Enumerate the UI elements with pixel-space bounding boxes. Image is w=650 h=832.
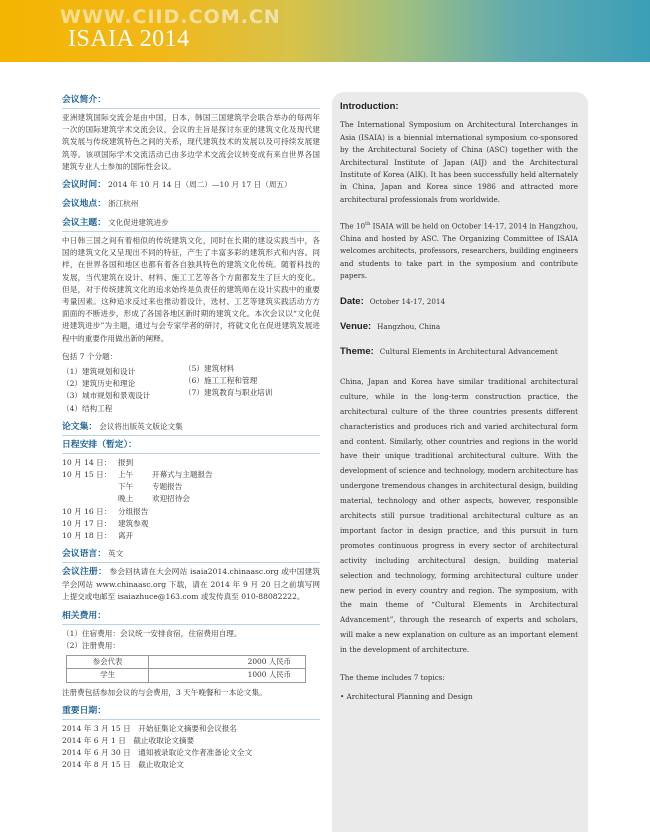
language-row [62, 548, 320, 563]
date-item: 2014 年 8 月 15 日 截止收取论文 [62, 760, 184, 770]
intro-p2-start: The 10 [340, 221, 366, 231]
date-label: Date: [340, 295, 364, 307]
topic-item: （4）结构工程 [62, 403, 113, 413]
dates-heading: 重要日期： [62, 705, 320, 720]
venue-row [340, 321, 578, 333]
place-row [62, 198, 320, 211]
fee-item: （1）住宿费用：会议统一安排食宿，住宿费用自理。 [62, 628, 242, 638]
date-row [340, 296, 578, 308]
theme-body: 中日韩三国之间有着相似的传统建筑文化，同时在长期的建设实践当中，各国的建筑文化又呈现出不同的特征，产生了丰富多彩的建筑形式和内容。同样，在世界各国和地区也都有着各自独具特色的建筑文化传统。随着科技的发展，当代建筑在设计、材料、施工工艺等各个方面都发生了巨大的变化。但是，对于传统建筑文化的追求始终是负责任的建筑师在设计实践中的重要考量因素。这种追求反过来也推动着设计，选材、工艺等建筑实践活动方方面面的不断进步，形成了各国各地区新时期的建筑文化。本次会议以“文化促进建筑进步”为主题，通过与会专家学者的研讨，将就文化在促进建筑发展进程中的重要作用做出新的阐释。 [62, 236, 320, 343]
schedule-time: 晚上 [118, 494, 134, 504]
proceedings-heading: 论文集： [62, 421, 98, 432]
intro-heading-en: Introduction: [340, 101, 399, 112]
schedule-event: 专题报告 [152, 482, 183, 492]
ordinal-suffix: th [365, 221, 371, 228]
english-panel [332, 92, 588, 832]
header-banner [0, 0, 650, 62]
schedule-date: 10 月 17 日： [62, 518, 112, 528]
topic-item: （5）建筑材料 [184, 364, 235, 374]
schedule-date [62, 481, 118, 493]
proceedings-row [62, 421, 320, 436]
date-item: 2014 年 6 月 1 日 截止收取论文摘要 [62, 735, 195, 745]
fee-label: 参会代表 [67, 656, 149, 669]
topic-item-en: • Architectural Planning and Design [340, 691, 473, 701]
language-heading: 会议语言： [62, 549, 106, 560]
topic-item: （6）施工工程和管理 [184, 376, 258, 386]
schedule-time: 上午 [118, 470, 134, 480]
place-heading: 会议地点： [62, 199, 106, 210]
topics-col-2 [184, 366, 306, 415]
date-item: 2014 年 3 月 15 日 开始征集论文摘要和会议报名 [62, 723, 237, 733]
fee-table [66, 655, 306, 682]
fee-label: 学生 [67, 669, 149, 682]
place-text: 浙江杭州 [108, 199, 139, 209]
schedule-heading: 日程安排（暂定）： [62, 439, 320, 454]
intro-paragraph-2 [340, 218, 578, 282]
watermark: WWW.CIID.COM.CN [60, 6, 281, 28]
schedule-row [62, 530, 320, 542]
topics-col-1 [62, 366, 184, 415]
topics-list [62, 366, 320, 415]
topics-intro: 包括 7 个分题： [62, 351, 118, 361]
schedule-list [62, 457, 320, 542]
intro-text: 亚洲建筑国际交流会是由中国，日本，韩国三国建筑学会联合举办的每两年一次的国际建筑学术交流会议，会议的主旨是探讨东亚的建筑文化及现代建筑发展与传统建筑特色之间的关系，现代建筑技术的发展以及可持续发展建筑等。该项国际学术交流活动已由多边学术交流会议转变成有来自世界各国建筑专业人士参加的国际性会议。 [62, 113, 320, 171]
theme-body-en: China, Japan and Korea have similar traditional architectural culture, while in the long-term construction practice, the architectural culture of the three countries presents different characteristics and produces rich and varied architectural form and content. Similarly, other countries and regions in the world have their unique traditional architectural culture. With the development of science and technology, modern architecture has undergone tremendous changes in architectural design, building material, technology and other aspects, however, responsible architects still pursue traditional architectural culture as an important factor in design practice, and this pursuit in turn promotes continuous progress in every sector of architectural activity including architectural design, building material selection and technology, forming architectural culture under new period in every country and region. The symposium, with the main theme of “Cultural Elements in Architectural Advancement”, through the research of experts and scholars, will make a new explanation on culture as an important element in the development of architecture. [340, 376, 578, 655]
time-row [62, 179, 320, 192]
fee-value: 2000 人民币 [149, 656, 306, 669]
registration-text: 参会回执请在大会网站 isaia2014.chinaasc.org 或中国建筑学会网站 www.chinaasc.org 下载，请在 2014 年 9 月 20 日之前填写网上提交或电邮至 isaiazhuce@163.com 或发传真至 010-88082222。 [62, 567, 320, 602]
schedule-row [62, 469, 320, 481]
time-heading: 会议时间： [62, 180, 106, 191]
topic-item: （3）城市规划和景观设计 [62, 391, 151, 401]
schedule-row [62, 457, 320, 469]
fee-item: （2）注册费用： [62, 640, 120, 650]
theme-label: Theme: [340, 346, 374, 358]
schedule-event: 建筑参观 [118, 518, 149, 528]
language-text: 英文 [108, 549, 124, 559]
schedule-date: 10 月 14 日： [62, 457, 112, 467]
schedule-event: 欢迎招待会 [152, 494, 190, 504]
registration-heading: 会议注册： [62, 567, 107, 578]
theme-text: 文化促进建筑进步 [108, 218, 169, 228]
schedule-row [62, 493, 320, 505]
theme-row-en [340, 346, 578, 358]
topic-item: （2）建筑历史和理论 [62, 379, 136, 389]
registration-block [62, 566, 320, 603]
schedule-event: 报到 [118, 457, 134, 467]
schedule-event: 开幕式与主题报告 [152, 470, 213, 480]
topic-item: （1）建筑规划和设计 [62, 367, 136, 377]
table-row [67, 656, 306, 669]
schedule-date: 10 月 16 日： [62, 506, 112, 516]
theme-heading: 会议主题： [62, 218, 106, 229]
intro-p2-rest: ISAIA will be held on October 14-17, 2014 in Hangzhou, China and hosted by ASC. The Organizing Committee of ISAIA welcomes architects, professors, researchers, building engineers and students to take part in the symposium and contribute papers. [340, 221, 579, 281]
intro-heading: 会议简介： [62, 94, 320, 109]
theme-row [62, 217, 320, 232]
schedule-event: 离开 [118, 531, 134, 541]
schedule-row [62, 518, 320, 530]
schedule-date: 10 月 18 日： [62, 531, 112, 541]
intro-paragraph-1: The International Symposium on Architectural Interchanges in Asia (ISAIA) is a biennial international symposium co-sponsored by the Architectural Society of China (ASC) together with the Architectural Institute of Japan (AIJ) and the Architectural Institute of Korea (AIK). It has been successfully held alternately in China, Japan and Korea since 1986 and attracted more architectural professionals from worldwide. [340, 120, 578, 204]
schedule-row [62, 481, 320, 493]
schedule-time: 下午 [118, 482, 134, 492]
table-row [67, 669, 306, 682]
page-title: ISAIA 2014 [68, 26, 190, 52]
schedule-row [62, 506, 320, 518]
fees-heading: 相关费用： [62, 610, 320, 625]
schedule-date: 10 月 15 日： [62, 470, 112, 480]
venue-value: Hangzhou, China [377, 322, 441, 332]
topics-intro-en: The theme includes 7 topics: [340, 673, 445, 683]
theme-value: Cultural Elements in Architectural Advancement [379, 347, 558, 357]
topic-item: （7）建筑教育与职业培训 [184, 388, 273, 398]
schedule-event: 分组报告 [118, 506, 149, 516]
date-item: 2014 年 6 月 30 日 通知被录取论文作者准备论文全文 [62, 748, 253, 758]
fee-note: 注册费包括参加会议的与会费用，3 天午晚餐和一本论文集。 [62, 687, 267, 697]
chinese-column [62, 94, 320, 772]
date-value: October 14-17, 2014 [369, 296, 446, 306]
time-text: 2014 年 10 月 14 日（周二）—10 月 17 日（周五） [108, 180, 292, 190]
proceedings-text: 会议将出版英文版论文集 [99, 421, 183, 431]
venue-label: Venue: [340, 321, 372, 333]
schedule-date [62, 493, 118, 505]
fee-value: 1000 人民币 [149, 669, 306, 682]
